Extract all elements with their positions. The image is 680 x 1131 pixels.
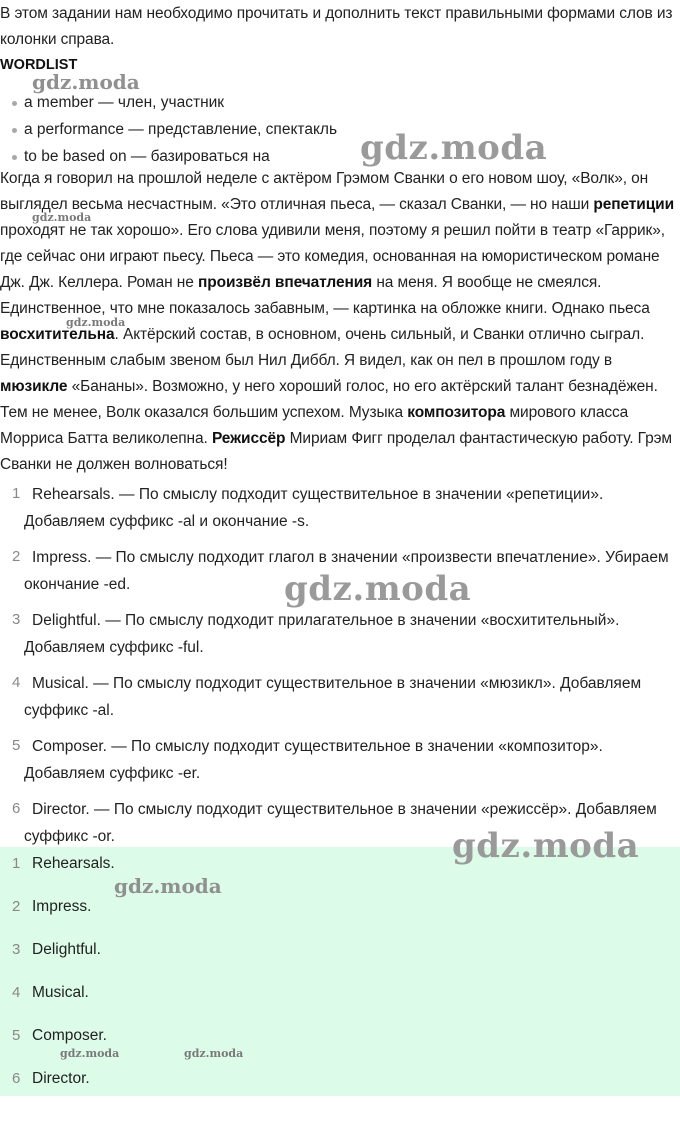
- watermark: gdz.moda: [360, 128, 548, 168]
- explanation-text: Composer. — По смыслу подходит существительное в значении «композитор». Добавляем суффикс -er.: [24, 738, 603, 782]
- item-number: 4: [12, 984, 21, 1001]
- watermark: gdz.moda: [32, 211, 92, 224]
- story-keyword: репетиции: [593, 196, 675, 213]
- bullet-icon: [12, 128, 17, 133]
- answer-text: Composer.: [32, 1027, 107, 1044]
- explanation-text: Impress. — По смыслу подходит глагол в значении «произвести впечатление». Убираем окончание -ed.: [24, 549, 669, 593]
- answer-text: Impress.: [32, 898, 92, 915]
- story-segment: мирового класса Морриса Батта великолепна.: [0, 404, 629, 447]
- answer-text: Rehearsals.: [32, 855, 115, 872]
- story-keyword: Режиссёр: [211, 430, 286, 447]
- watermark: gdz.moda: [66, 316, 126, 329]
- explanations-list: [0, 481, 680, 859]
- story-segment: проходят не так хорошо». Его слова удивили меня, поэтому я решил пойти в театр «Гаррик», где сейчас они играют пьесу. Пьеса — это комедия, основанная на юмористическом романе Дж. Дж. Келлера. Роман не: [0, 222, 665, 291]
- bullet-icon: [12, 101, 17, 106]
- story-segment: Когда я говорил на прошлой неделе с актёром Грэмом Сванки о его новом шоу, «Волк», он выглядел весьма несчастным. «Это отличная пьеса, — сказал Сванки, — но наши: [0, 170, 649, 213]
- watermark: gdz.moda: [284, 569, 472, 609]
- answer-item: [0, 980, 680, 1023]
- watermark: gdz.moda: [32, 70, 140, 94]
- bullet-icon: [12, 155, 17, 160]
- item-number: 5: [12, 1027, 21, 1044]
- item-number: 6: [12, 1070, 21, 1087]
- explanation-text: Rehearsals. — По смыслу подходит существительное в значении «репетиции». Добавляем суффикс -al и окончание -s.: [24, 486, 604, 530]
- item-number: 2: [12, 548, 21, 565]
- item-number: 3: [12, 611, 21, 628]
- answer-text: Delightful.: [32, 941, 101, 958]
- answers-list: [0, 851, 680, 1109]
- answer-text: Director.: [32, 1070, 90, 1087]
- wordlist-item: a member — член, участник: [0, 89, 680, 116]
- item-number: 5: [12, 737, 21, 754]
- watermark: gdz.moda: [184, 1047, 244, 1060]
- item-number: 6: [12, 800, 21, 817]
- watermark: gdz.moda: [60, 1047, 120, 1060]
- item-number: 4: [12, 674, 21, 691]
- answer-text: Musical.: [32, 984, 89, 1001]
- wordlist-item: a performance — представление, спектакль: [0, 116, 680, 143]
- story-keyword: мюзикле: [0, 378, 68, 395]
- answer-item: [0, 937, 680, 980]
- explanation-item: [0, 481, 680, 544]
- story-keyword: произвёл впечатления: [197, 274, 373, 291]
- item-number: 1: [12, 855, 21, 872]
- intro-text: В этом задании нам необходимо прочитать и дополнить текст правильными формами слов из колонки справа.: [0, 5, 673, 48]
- story-segment: . Актёрский состав, в основном, очень сильный, и Сванки отлично сыграл. Единственным слабым звеном был Нил Диббл. Я видел, как он пел в прошлом году в: [0, 326, 645, 369]
- item-number: 3: [12, 941, 21, 958]
- explanation-item: [0, 607, 680, 670]
- explanation-item: [0, 733, 680, 796]
- wordlist: [0, 89, 680, 170]
- story-segment: «Бананы». Возможно, у него хороший голос, но его актёрский талант безнадёжен. Тем не менее, Волк оказался большим успехом. Музыка: [0, 378, 658, 421]
- story-segment: на меня. Я вообще не смеялся. Единственное, что мне показалось забавным, — картинка на обложке книги. Однако пьеса: [0, 274, 650, 317]
- answer-item: [0, 1066, 680, 1109]
- answer-item: [0, 894, 680, 937]
- story-segment: Мириам Фигг проделал фантастическую работу. Грэм Сванки не должен волноваться!: [0, 430, 672, 473]
- watermark: gdz.moda: [452, 826, 640, 866]
- explanation-text: Musical. — По смыслу подходит существительное в значении «мюзикл». Добавляем суффикс -al.: [24, 675, 642, 719]
- watermark: gdz.moda: [114, 874, 222, 898]
- explanation-item: [0, 670, 680, 733]
- explanation-text: Director. — По смыслу подходит существительное в значении «режиссёр». Добавляем суффикс -or.: [24, 801, 657, 845]
- explanation-text: Delightful. — По смыслу подходит прилагательное в значении «восхитительный». Добавляем суффикс -ful.: [24, 612, 620, 656]
- wordlist-item: to be based on — базироваться на: [0, 143, 680, 170]
- story-keyword: композитора: [407, 404, 506, 421]
- item-number: 2: [12, 898, 21, 915]
- story-keyword: восхитительна: [0, 326, 115, 343]
- wordlist-title: WORDLIST: [0, 57, 78, 73]
- item-number: 1: [12, 485, 21, 502]
